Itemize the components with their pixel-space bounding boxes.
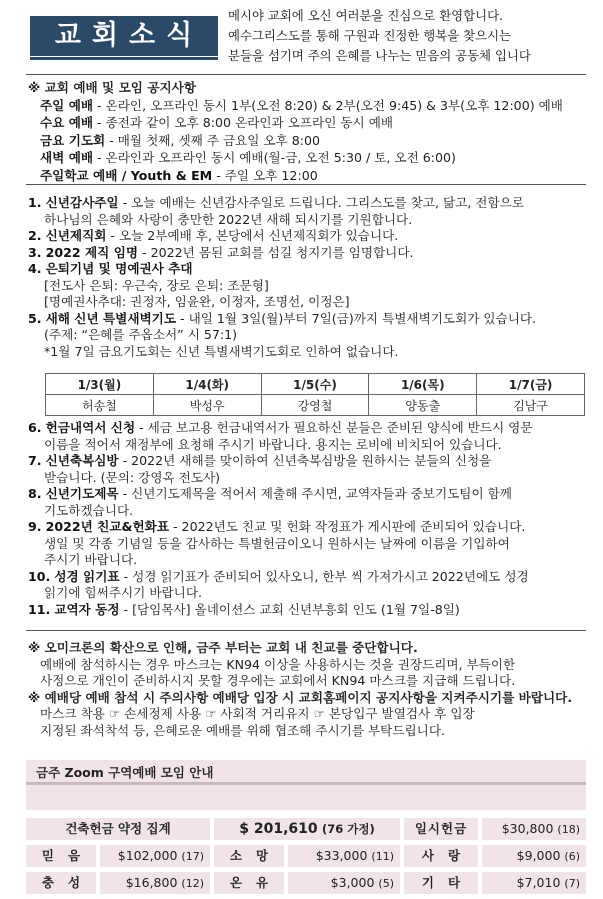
gift-label: 일시헌금 (404, 818, 478, 840)
gift-label: 사랑 (404, 845, 478, 867)
worship-schedule (28, 79, 598, 184)
offering-summary (26, 816, 586, 897)
zoom-section (26, 760, 586, 810)
gift-label: 기타 (404, 872, 478, 894)
welcome-line: 메시야 교회에 오신 여러분을 진심으로 환영합니다. (228, 8, 503, 23)
gift-amount: $3,000 (5) (288, 872, 400, 894)
divider (26, 184, 586, 185)
dawn-prayer-table (45, 373, 585, 416)
gift-amount: $102,000 (17) (100, 845, 210, 867)
table-row (26, 843, 586, 870)
notice-heading: ※ 오미크론의 확산으로 인해, 금주 부터는 교회 내 친교를 중단합니다. (28, 640, 418, 655)
gift-amount: $7,010 (7) (482, 872, 586, 894)
worship-item: 수요 예배 - 종전과 같이 오후 8:00 온라인과 오프라인 동시 예배 (40, 115, 394, 130)
title-box (30, 16, 218, 56)
gift-amount: $30,800 (18) (482, 818, 586, 840)
worship-item: 금요 기도회 - 매월 첫째, 셋째 주 금요일 오후 8:00 (40, 132, 321, 148)
worship-item: 주일학교 예배 / Youth & EM - 주일 오후 12:00 (40, 167, 318, 183)
news-item: 3. 2022 제직 임명 - 2022년 몸된 교회를 섬길 청지기를 임명합니다. (28, 244, 414, 260)
gift-label: 온유 (214, 872, 284, 894)
table-row: 허송철 박성우 강영철 양동출 김남구 (46, 395, 585, 416)
gift-amount: $9,000 (6) (482, 845, 586, 867)
pledge-total: $ 201,610 (76 가정) (214, 818, 400, 840)
pledge-label: 건축헌금 약정 집계 (26, 818, 210, 840)
table-row: 1/3(월) 1/4(화) 1/5(수) 1/6(목) 1/7(금) (46, 374, 585, 395)
header (0, 0, 603, 62)
news-item: 4. 은퇴기념 및 명예권사 추대 (28, 261, 193, 276)
worship-item: 새벽 예배 - 온라인과 오프라인 동시 예배(월-금, 오전 5:30 / 토, 오전 6:00) (40, 150, 456, 165)
table-row (26, 870, 586, 897)
table-row (26, 816, 586, 843)
worship-heading: ※ 교회 예배 및 모임 공지사항 (28, 80, 196, 95)
worship-item: 주일 예배 - 온라인, 오프라인 동시 1부(오전 8:20) & 2부(오전 9:45) & 3부(오후 12:00) 예배 (40, 97, 563, 113)
news-item: 5. 새해 신년 특별새벽기도 - 내일 1월 3일(월)부터 7일(금)까지 특별새벽기도회가 있습니다. (28, 310, 537, 326)
gift-label: 믿음 (26, 845, 96, 867)
news-item: 7. 신년축복심방 - 2022년 새해를 맞이하여 신년축복심방을 원하시는 분들의 신청을 (28, 453, 492, 468)
gift-label: 충성 (26, 872, 96, 894)
notice-heading: ※ 예배당 예배 참석 시 주의사항 예배당 입장 시 교회홈페이지 공지사항을 지켜주시기를 바랍니다. (28, 689, 573, 705)
news-item: 6. 헌금내역서 신청 - 세금 보고용 헌금내역서가 필요하신 분들은 준비된 양식에 반드시 영문 (28, 420, 533, 435)
divider (26, 630, 586, 631)
divider (26, 74, 586, 75)
news-item: 2. 신년제직회 - 오늘 2부예배 후, 본당에서 신년제직회가 있습니다. (28, 228, 399, 243)
welcome-line: 예수그리스도를 통해 구원과 진정한 행복을 찾으시는 (228, 28, 512, 43)
news-item: 10. 성경 읽기표 - 성경 읽기표가 준비되어 있사오니, 한부 씩 가져가시고 2022년에도 성경 (28, 568, 529, 584)
gift-label: 소망 (214, 845, 284, 867)
news-item: 9. 2022년 친교&헌화표 - 2022년도 친교 및 헌화 작정표가 게시판에 준비되어 있습니다. (28, 519, 526, 534)
covid-notice: ※ 오미크론의 확산으로 인해, 금주 부터는 교회 내 친교를 중단합니다. 예배에 참석하시는 경우 마스크는 KN94 이상을 사용하시는 것을 권장드리며, 부득이한 사정으로 개인이 준비하시지 못할 경우에는 교회에서 KN94 마스크를 지급해 드립니다. ※ 예배당 예배 참석 시 주의사항 예배당 입장 시 교회홈페이지 공지사항을 지켜주시기를 바랍니다. 마스크 착용 ☞ 손세정제 사용 ☞ 사회적 거리유지 ☞ 본당입구 발열검사 후 입장 지정된 좌석착석 등, 은혜로운 예배를 위해 협조해 주시기를 부탁드립니다. (28, 640, 598, 739)
news-item: 11. 교역자 동정 - [담임목사] 올네이션스 교회 신년부흥회 인도 (1월 7일-8일) (28, 601, 460, 617)
gift-amount: $16,800 (12) (100, 872, 210, 894)
news-item: 1. 신년감사주일 - 오늘 예배는 신년감사주일로 드립니다. 그리스도를 찾고, 닮고, 전함으로 (28, 195, 524, 210)
news-list-top: 1. 신년감사주일 - 오늘 예배는 신년감사주일로 드립니다. 그리스도를 찾고, 닮고, 전함으로 하나님의 은혜와 사랑이 충만한 2022년 새해 되시기를 기원합니다. 2. 신년제직회 - 오늘 2부예배 후, 본당에서 신년제직회가 있습니다. 3. 2022 제직 임명 - 2022년 몸된 교회를 섬길 청지기를 임명합니다. 4. 은퇴기념 및 명예권사 추대 [전도사 은퇴: 우근숙, 장로 은퇴: 조문형] [명예권사추대: 권정자, 임윤완, 이정자, 조명선, 이정은] 5. 새해 신년 특별새벽기도 - 내일 1월 3일(월)부터 7일(금)까지 특별새벽기도회가 있습니다. (주제: “은혜를 주옵소서” 시 57:1) *1월 7일 금요기도회는 신년 특별새벽기도회로 인하여 없습니다. (28, 195, 598, 360)
gift-amount: $33,000 (11) (288, 845, 400, 867)
news-item: 8. 신년기도제목 - 신년기도제목을 적어서 제출해 주시면, 교역자들과 중보기도팀이 함께 (28, 486, 512, 501)
welcome-text (228, 6, 598, 66)
page-title: 교회소식 (54, 20, 204, 51)
welcome-line: 분들을 섬기며 주의 은혜를 나누는 믿음의 공동체 입니다 (228, 48, 531, 63)
news-list-bottom: 6. 헌금내역서 신청 - 세금 보고용 헌금내역서가 필요하신 분들은 준비된 양식에 반드시 영문 이름을 적어서 재정부에 요청해 주시기 바랍니다. 용지는 로비에 비치되어 있습니다. 7. 신년축복심방 - 2022년 새해를 맞이하여 신년축복심방을 원하시는 분들의 신청을 받습니다. (문의: 강영옥 전도사) 8. 신년기도제목 - 신년기도제목을 적어서 제출해 주시면, 교역자들과 중보기도팀이 함께 기도하겠습니다. 9. 2022년 친교&헌화표 - 2022년도 친교 및 헌화 작정표가 게시판에 준비되어 있습니다. 생일 및 각종 기념일 등을 감사하는 특별헌금이오니 원하시는 날짜에 이름을 기입하여 주시기 바랍니다. 10. 성경 읽기표 - 성경 읽기표가 준비되어 있사오니, 한부 씩 가져가시고 2022년에도 성경 읽기에 힘써주시기 바랍니다. 11. 교역자 동정 - [담임목사] 올네이션스 교회 신년부흥회 인도 (1월 7일-8일) (28, 420, 598, 618)
zoom-title: 금주 Zoom 구역예배 모임 안내 (36, 765, 214, 780)
